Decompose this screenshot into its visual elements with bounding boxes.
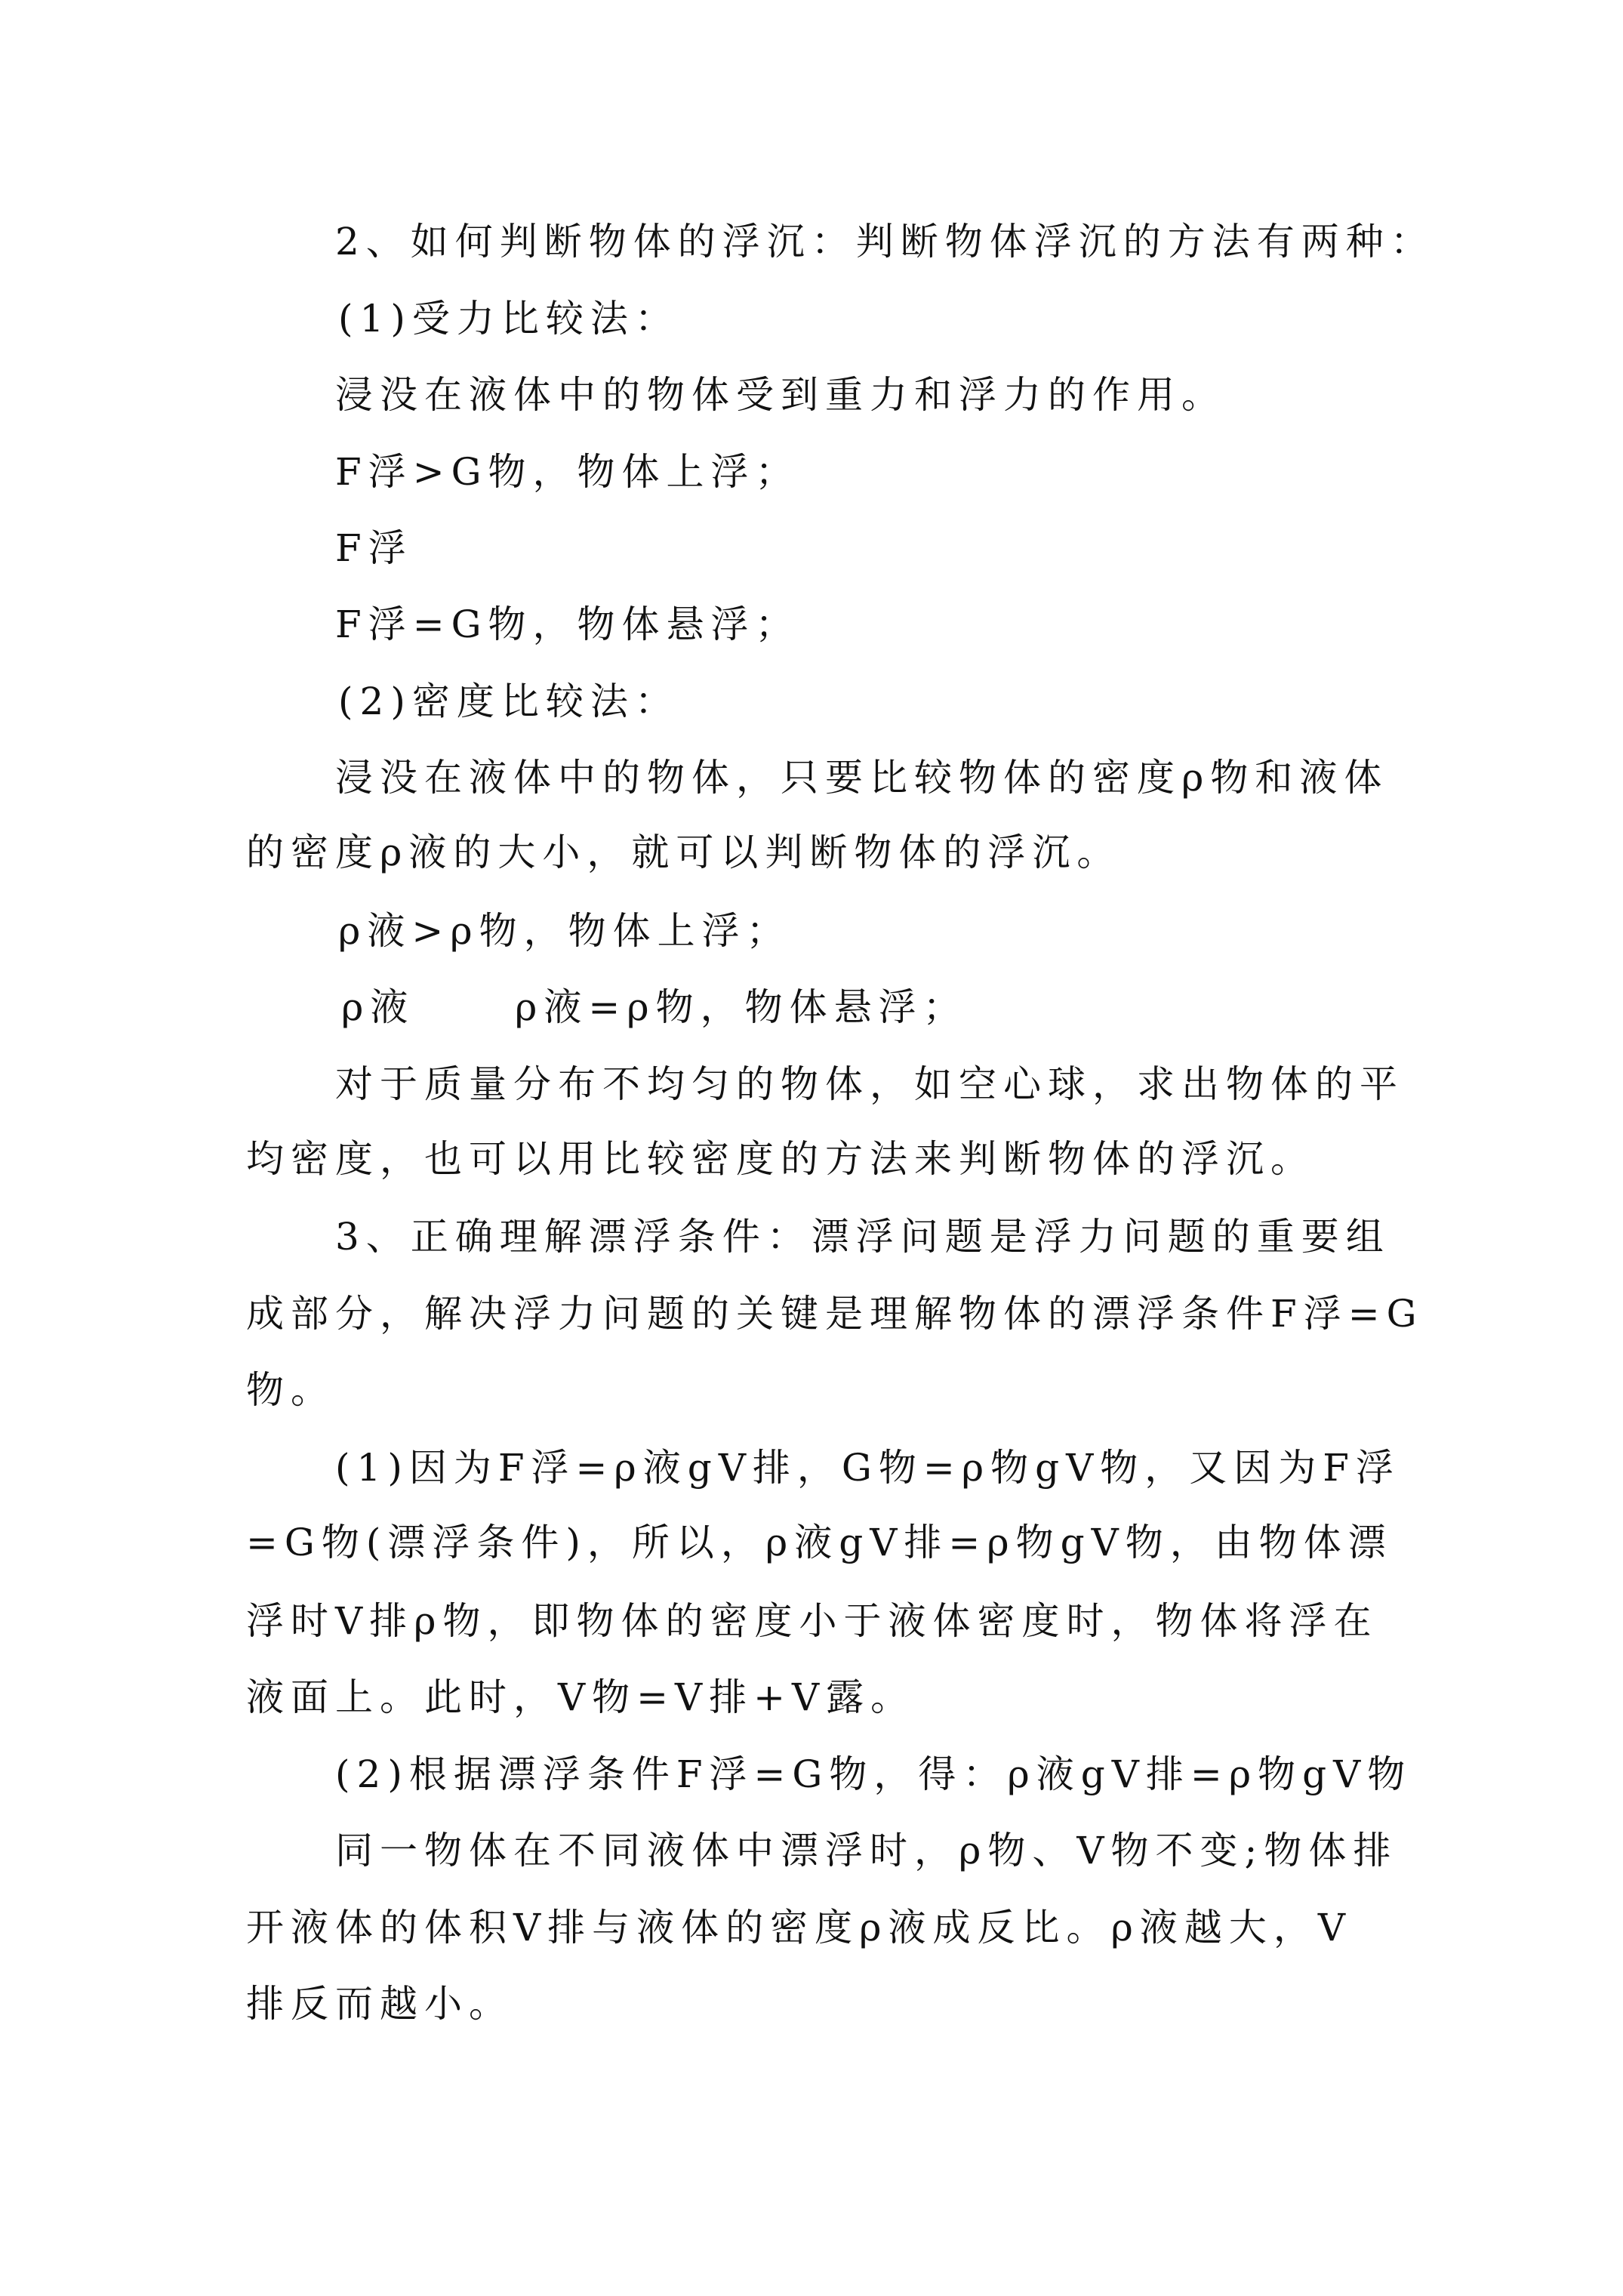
text-line-10: ρ液>ρ物，物体上浮；	[338, 909, 791, 953]
text-line-20: 浮时V排ρ物，即物体的密度小于液体密度时，物体将浮在	[246, 1599, 1378, 1643]
text-line-2: (1)受力比较法：	[338, 297, 679, 341]
text-line-18: (1)因为F浮=ρ液gV排，G物=ρ物gV物，又因为F浮	[335, 1446, 1400, 1490]
text-line-9: 的密度ρ液的大小，就可以判断物体的浮沉。	[246, 831, 1122, 874]
text-line-3: 浸没在液体中的物体受到重力和浮力的作用。	[335, 373, 1226, 417]
text-line-17: 物。	[246, 1368, 335, 1412]
text-line-12: ρ液=ρ物，物体悬浮；	[515, 985, 968, 1029]
text-line-22: (2)根据漂浮条件F浮=G物，得：ρ液gV排=ρ物gV物	[335, 1752, 1412, 1796]
text-line-25: 排反而越小。	[246, 1982, 513, 2026]
text-line-14: 均密度，也可以用比较密度的方法来判断物体的浮沉。	[246, 1137, 1315, 1181]
text-line-1: 2、如何判断物体的浮沉：判断物体浮沉的方法有两种：	[335, 220, 1435, 264]
text-line-7: (2)密度比较法：	[338, 680, 679, 723]
text-line-6: F浮=G物，物体悬浮；	[335, 603, 800, 646]
text-line-24: 开液体的体积V排与液体的密度ρ液成反比。ρ液越大，V	[246, 1906, 1353, 1949]
text-line-5: F浮	[335, 526, 413, 570]
text-line-23: 同一物体在不同液体中漂浮时，ρ物、V物不变;物体排	[335, 1829, 1398, 1872]
text-line-19: =G物(漂浮条件)，所以，ρ液gV排=ρ物gV物，由物体漂	[246, 1521, 1393, 1564]
text-line-13: 对于质量分布不均匀的物体，如空心球，求出物体的平	[335, 1062, 1404, 1106]
text-line-15: 3、正确理解漂浮条件：漂浮问题是浮力问题的重要组	[335, 1215, 1390, 1259]
text-line-21: 液面上。此时，V物=V排+V露。	[246, 1675, 916, 1719]
text-line-16: 成部分，解决浮力问题的关键是理解物体的漂浮条件F浮=G	[246, 1292, 1424, 1336]
text-line-4: F浮>G物，物体上浮；	[335, 450, 800, 494]
text-line-11: ρ液	[341, 985, 415, 1029]
text-line-8: 浸没在液体中的物体，只要比较物体的密度ρ物和液体	[335, 756, 1389, 800]
